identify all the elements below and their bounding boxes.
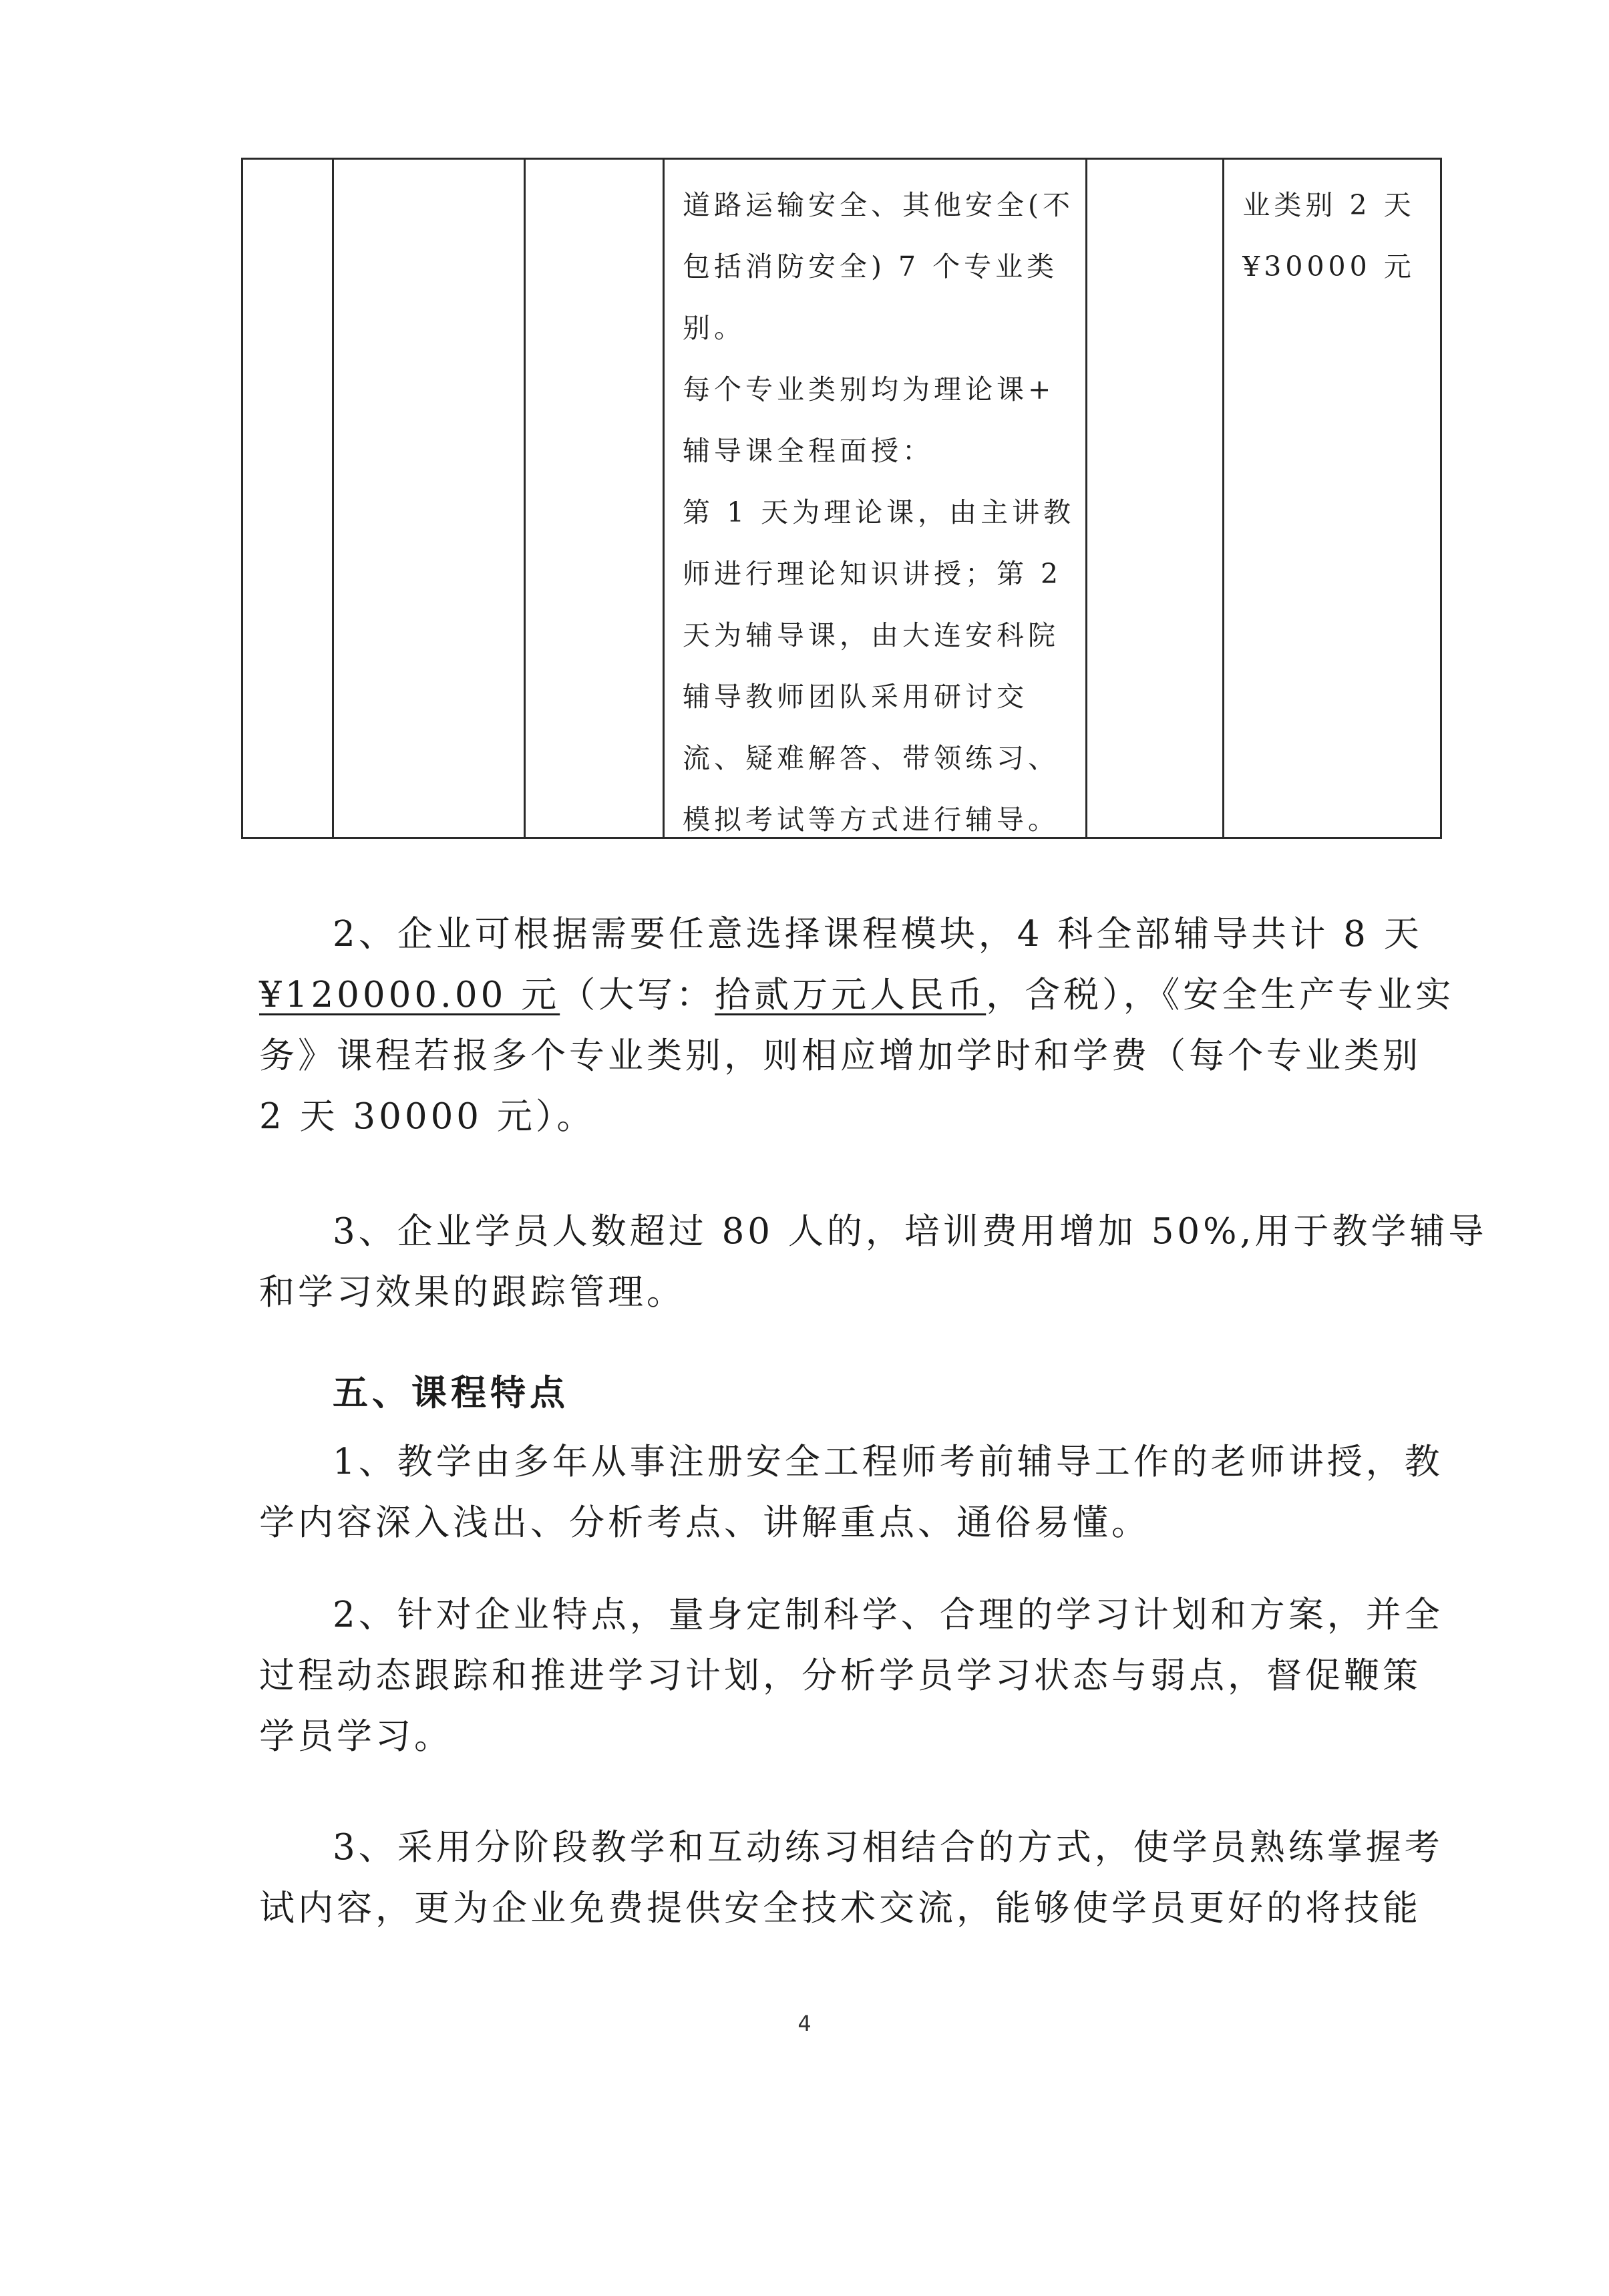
paragraph-line: 试内容，更为企业免费提供安全技术交流，能够使学员更好的将技能: [259, 1888, 1421, 1929]
table-text-line: 业类别 2 天: [1242, 189, 1415, 221]
table-column-divider: [524, 160, 526, 837]
paragraph-line: 3、采用分阶段教学和互动练习相结合的方式，使学员熟练掌握考: [333, 1827, 1443, 1868]
table-text-line: ¥30000 元: [1242, 251, 1415, 283]
paragraph-text: （大写：: [560, 975, 715, 1015]
table-text-line: 道路运输安全、其他安全(不: [683, 189, 1074, 221]
paragraph-line: 2、企业可根据需要任意选择课程模块，4 科全部辅导共计 8 天: [333, 914, 1423, 955]
paragraph-line: [259, 965, 1455, 1025]
paragraph-headcount-surcharge: [259, 1201, 1487, 1323]
table-column-divider: [332, 160, 334, 837]
table-text-line: 流、疑难解答、带领练习、: [683, 742, 1059, 774]
paragraph-feature-1: [259, 1432, 1448, 1553]
paragraph-line: 2 天 30000 元）。: [259, 1096, 596, 1137]
section-title: 五、课程特点: [333, 1373, 569, 1414]
table-text-line: 每个专业类别均为理论课+: [683, 373, 1055, 405]
paragraph-fee-options: [259, 904, 1455, 1147]
table-cell-course-description: [683, 174, 1123, 850]
paragraph-line: 和学习效果的跟踪管理。: [259, 1272, 685, 1313]
page-number: 4: [797, 2011, 812, 2036]
underlined-price: ¥120000.00 元: [259, 975, 560, 1015]
table-text-line: 别。: [683, 312, 745, 344]
paragraph-line: 务》课程若报多个专业类别，则相应增加学时和学费（每个专业类别: [259, 1035, 1421, 1076]
paragraph-line: 过程动态跟踪和推进学习计划，分析学员学习状态与弱点，督促鞭策: [259, 1655, 1421, 1696]
table-text-line: 辅导教师团队采用研讨交: [683, 681, 1028, 713]
section-heading: [259, 1363, 1448, 1424]
table-column-divider: [663, 160, 665, 837]
course-fee-table: [241, 158, 1442, 839]
paragraph-feature-3: [259, 1817, 1448, 1939]
table-text-line: 模拟考试等方式进行辅导。: [683, 804, 1059, 836]
table-text-line: 天为辅导课，由大连安科院: [683, 619, 1059, 651]
table-text-line: 师进行理论知识讲授；第 2: [683, 558, 1063, 590]
paragraph-text: ，含税），《安全生产专业实: [986, 975, 1455, 1015]
paragraph-line: 1、教学由多年从事注册安全工程师考前辅导工作的老师讲授，教: [333, 1442, 1443, 1482]
table-cell-fee: [1217, 174, 1441, 297]
paragraph-line: 学内容深入浅出、分析考点、讲解重点、通俗易懂。: [259, 1502, 1150, 1543]
paragraph-feature-2: [259, 1585, 1448, 1767]
underlined-amount-words: 拾贰万元人民币: [715, 975, 987, 1015]
paragraph-line: 3、企业学员人数超过 80 人的，培训费用增加 50%,用于教学辅导: [333, 1211, 1487, 1252]
paragraph-line: 2、针对企业特点，量身定制科学、合理的学习计划和方案，并全: [333, 1595, 1443, 1635]
table-text-line: 包括消防安全) 7 个专业类: [683, 251, 1059, 283]
table-text-line: 辅导课全程面授：: [683, 435, 934, 467]
paragraph-line: 学员学习。: [259, 1716, 453, 1757]
table-text-line: 第 1 天为理论课，由主讲教: [683, 496, 1075, 528]
